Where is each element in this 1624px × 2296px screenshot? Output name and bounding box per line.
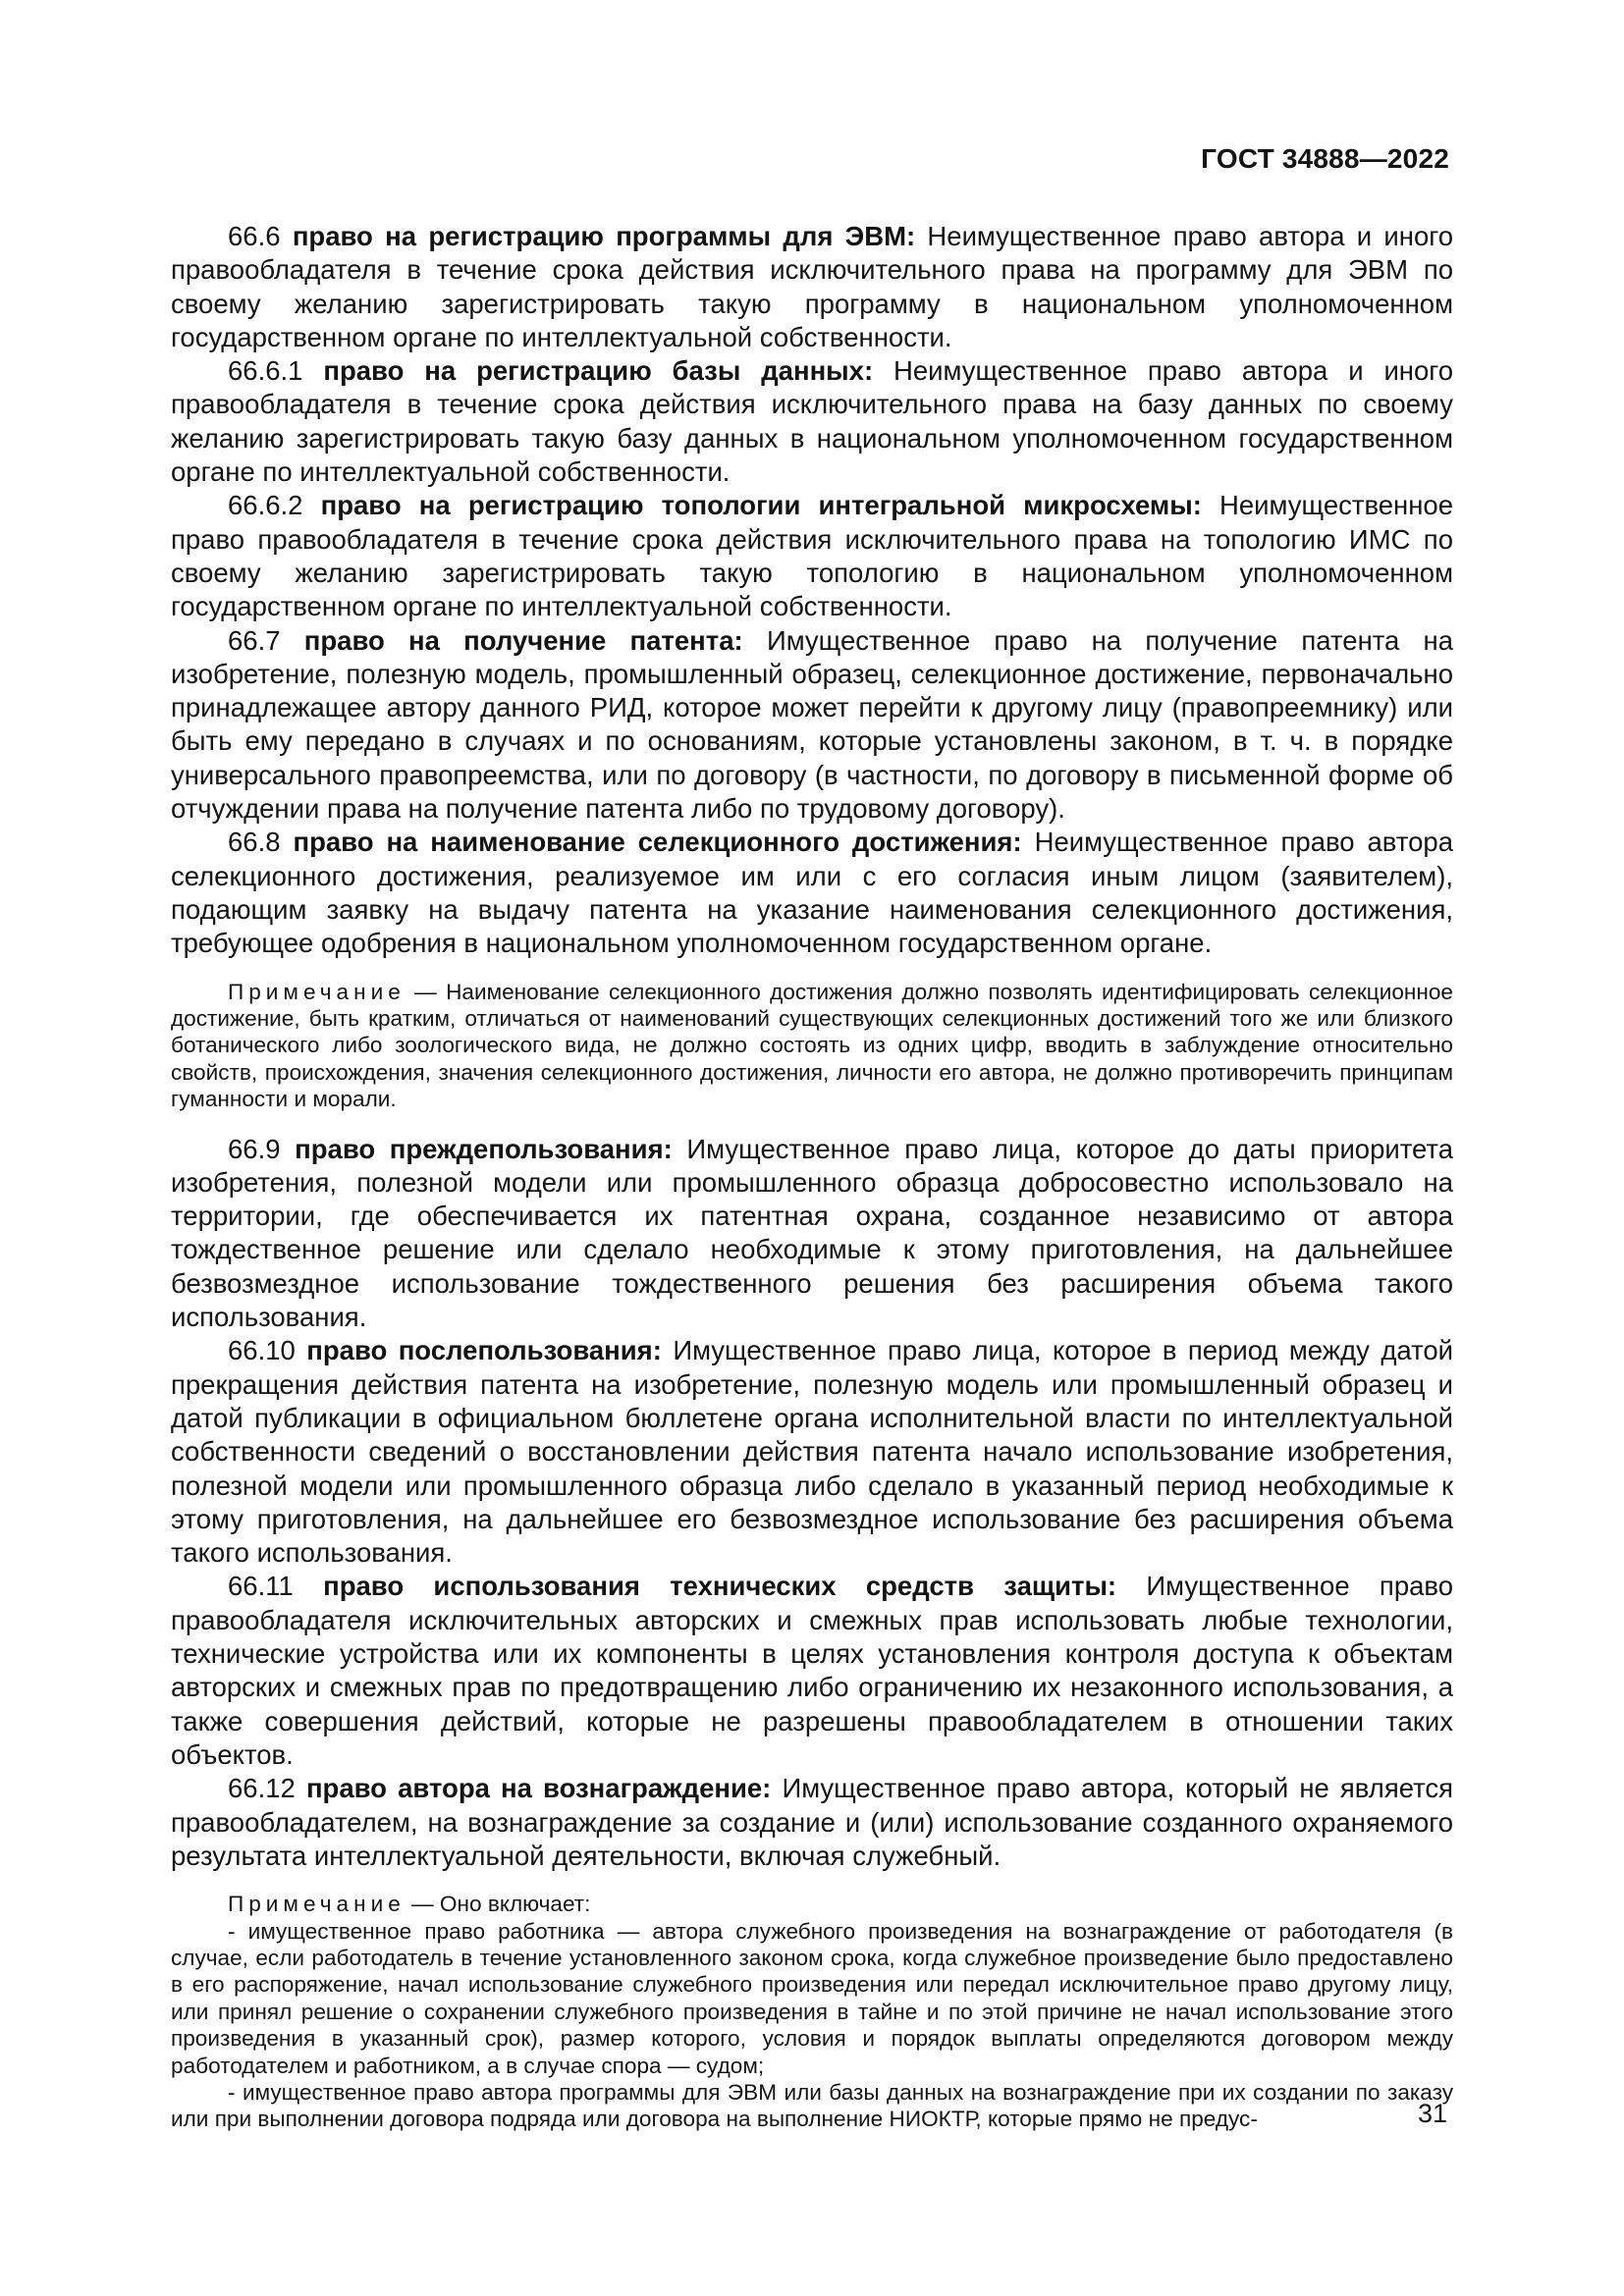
- note-label: Примечание: [228, 979, 406, 1004]
- entry-66-12: [171, 1772, 1453, 1873]
- entry-66-9: [171, 1133, 1453, 1335]
- entry-term: право послепользования:: [306, 1335, 662, 1366]
- entry-66-7: [171, 624, 1453, 827]
- entry-66-8: [171, 826, 1453, 960]
- entry-definition: Имущественное право автора, который не является правообладателем, на вознаграждение за создание и (или) использование созданного охраняемого результата интеллектуальной деятельности, включая служебный.: [171, 1773, 1454, 1871]
- entry-definition: Неимущественное право автора селекционного достижения, реализуемое им или с его согласия иным лицом (заявителем), подающим заявку на выдачу патента на указание наименования селекционного достижения, требующее одобрения в национальном уполномоченном государственном органе.: [171, 827, 1453, 959]
- note-list-item: - имущественное право работника — автора служебного произведения на вознаграждение от работодателя (в случае, если работодатель в течение установленного законом срока, когда служебное произведение было предоставлено в его распоряжение, начал использование служебного произведения или передал исключительное право другому лицу, или принял решение о сохранении служебного произведения в тайне и по этой причине не начал использование этого произведения в указанный срок), размер которого, условия и порядок выплаты определяются договором между работодателем и работником, а в случае спора — судом;: [171, 1918, 1453, 2078]
- note-list-item: - имущественное право автора программы для ЭВМ или базы данных на вознаграждение при их создании по заказу или при выполнении договора подряда или договора на выполнение НИОКТР, которые прямо не предус-: [171, 2079, 1453, 2132]
- entry-number: 66.6: [228, 221, 281, 251]
- page-number: 31: [1417, 2099, 1447, 2128]
- entry-number: 66.7: [228, 624, 281, 656]
- entry-definition: Имущественное право лица, которое до даты приоритета изобретения, полезной модели или промышленного образца добросовестно использовало на территории, где обеспечивается их патентная охрана, созданное независимо от автора тождественное решение или сделало необходимые к этому приготовления, на дальнейшее безвозмездное использование тождественного решения без расширения объема такого использования.: [171, 1133, 1454, 1333]
- note-intro: [171, 1891, 1453, 1917]
- note-text: — Наименование селекционного достижения должно позволять идентифицировать селекционное достижение, быть кратким, отличаться от наименований существующих селекционных достижений того же или близкого ботанического либо зоологического вида, не должно состоять из одних цифр, вводить в заблуждение относительно свойств, происхождения, значения селекционного достижения, личности его автора, не должно противоречить принципам гуманности и морали.: [171, 979, 1454, 1112]
- entry-number: 66.9: [228, 1133, 281, 1164]
- entry-term: право использования технических средств защиты:: [323, 1571, 1117, 1602]
- entry-definition: Неимущественное право правообладателя в течение срока действия исключительного права на топологию ИМС по своему желанию зарегистрировать такую топологию в национальном уполномоченном государственном органе по интеллектуальной собственности.: [171, 490, 1454, 622]
- entry-66-6: [171, 220, 1453, 354]
- entry-66-6-1: [171, 354, 1453, 489]
- note-naming: [171, 979, 1453, 1113]
- note-remuneration: [171, 1891, 1453, 2133]
- entry-number: 66.6.1: [228, 355, 303, 387]
- page-content: [171, 220, 1453, 2153]
- note-intro-text: — Оно включает:: [411, 1892, 591, 1917]
- entry-number: 66.11: [228, 1571, 294, 1602]
- entry-number: 66.6.2: [228, 490, 303, 521]
- entry-term: право на получение патента:: [303, 624, 743, 656]
- entry-number: 66.12: [228, 1773, 296, 1804]
- entry-66-10: [171, 1334, 1453, 1570]
- entry-definition: Имущественное право правообладателя исключительных авторских и смежных прав использовать любые технологии, технические устройства или их компоненты в целях установления контроля доступа к объектам авторских и смежных прав по предотвращению либо ограничению их незаконного использования, а также совершения действий, которые не разрешены правообладателем в отношении таких объектов.: [171, 1571, 1453, 1770]
- entry-term: право на наименование селекционного достижения:: [293, 827, 1022, 858]
- standard-designation: ГОСТ 34888—2022: [1201, 143, 1449, 174]
- entry-term: право преждепользования:: [295, 1133, 673, 1164]
- entry-number: 66.8: [228, 827, 281, 858]
- entry-term: право на регистрацию программы для ЭВМ:: [292, 221, 916, 251]
- entry-66-6-2: [171, 489, 1453, 623]
- entry-definition: Имущественное право на получение патента на изобретение, полезную модель, промышленный образец, селекционное достижение, первоначально принадлежащее автору данного РИД, которое может перейти к другому лицу (правопреемнику) или быть ему передано в случаях и по основаниям, которые установлены законом, в т. ч. в порядке универсального правопреемства, или по договору (в частности, по договору в письменной форме об отчуждении права на получение патента либо по трудовому договору).: [171, 624, 1454, 825]
- note-label: Примечание: [228, 1892, 406, 1917]
- note-paragraph: [171, 979, 1453, 1113]
- entry-definition: Имущественное право лица, которое в период между датой прекращения действия патента на изобретение, полезную модель или промышленный образец и датой публикации в официальном бюллетене органа исполнительной власти по интеллектуальной собственности сведений о восстановлении действия патента начало использование изобретения, полезной модели или промышленного образца либо сделало в указанный период необходимые к этому приготовления, на дальнейшее его безвозмездное использование без расширения объема такого использования.: [171, 1335, 1454, 1569]
- entry-term: право на регистрацию базы данных:: [323, 355, 874, 387]
- entry-66-11: [171, 1570, 1453, 1772]
- entry-definition: Неимущественное право автора и иного правообладателя в течение срока действия исключительного права на базу данных по своему желанию зарегистрировать такую базу данных в национальном уполномоченном государственном органе по интеллектуальной собственности.: [171, 355, 1454, 488]
- entry-number: 66.10: [228, 1335, 296, 1366]
- entry-term: право на регистрацию топологии интегральной микросхемы:: [320, 490, 1202, 521]
- entry-term: право автора на вознаграждение:: [305, 1773, 772, 1804]
- entry-definition: Неимущественное право автора и иного правообладателя в течение срока действия исключительного права на программу для ЭВМ по своему желанию зарегистрировать такую программу в национальном уполномоченном государственном органе по интеллектуальной собственности.: [171, 221, 1453, 352]
